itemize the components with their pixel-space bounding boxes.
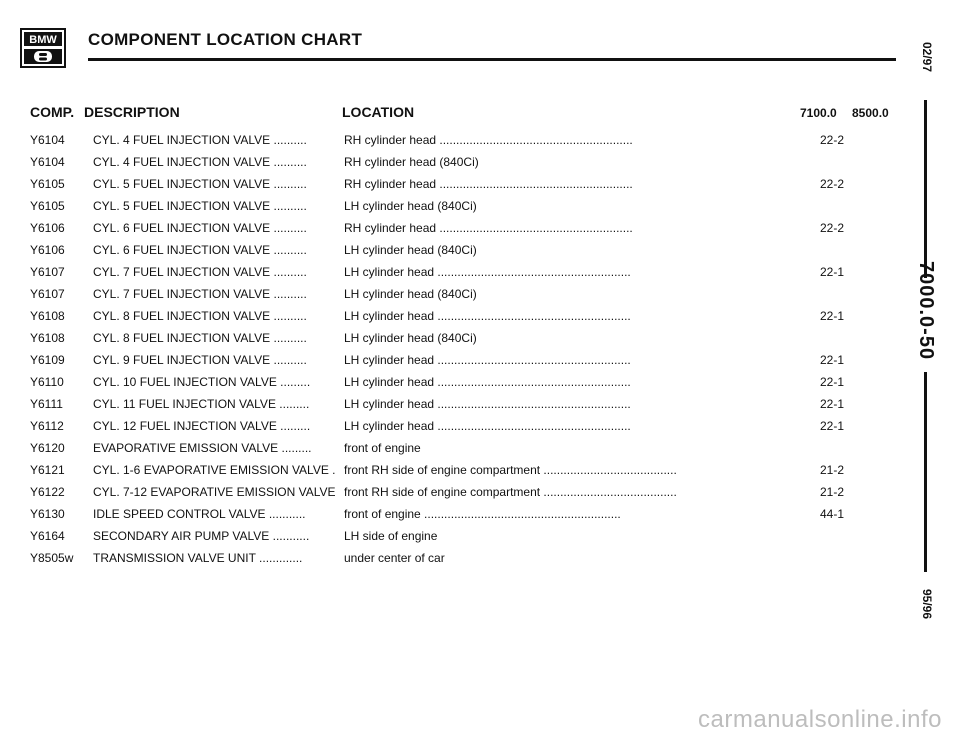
description: CYL. 11 FUEL INJECTION VALVE .........: [93, 397, 310, 411]
table-row: [0, 331, 900, 353]
location: RH cylinder head ..........................................................: [344, 177, 633, 191]
comp-code: Y6112: [30, 419, 64, 433]
location: LH cylinder head (840Ci): [344, 243, 477, 257]
table-row: [0, 507, 900, 529]
comp-code: Y6121: [30, 463, 65, 477]
table-row: [0, 287, 900, 309]
location: LH cylinder head (840Ci): [344, 199, 477, 213]
location: LH cylinder head (840Ci): [344, 287, 477, 301]
table-row: [0, 243, 900, 265]
comp-code: Y6104: [30, 155, 65, 169]
comp-code: Y6106: [30, 221, 65, 235]
ref-7100: 22-1: [819, 353, 845, 367]
column-header-8500: 8500.0: [852, 106, 889, 120]
ref-7100: 22-2: [819, 133, 845, 147]
description: CYL. 4 FUEL INJECTION VALVE ..........: [93, 133, 307, 147]
location: RH cylinder head ..........................................................: [344, 221, 633, 235]
description: CYL. 7 FUEL INJECTION VALVE ..........: [93, 265, 307, 279]
bmw-logo-icon: [20, 28, 66, 68]
comp-code: Y6111: [30, 397, 63, 411]
comp-code: Y6108: [30, 309, 65, 323]
table-row: [0, 353, 900, 375]
ref-7100: 22-1: [819, 419, 845, 433]
ref-7100: 22-1: [819, 375, 845, 389]
table-row: [0, 265, 900, 287]
location: LH side of engine: [344, 529, 438, 543]
comp-code: Y6106: [30, 243, 65, 257]
comp-code: Y6107: [30, 265, 65, 279]
table-row: [0, 177, 900, 199]
description: EVAPORATIVE EMISSION VALVE .........: [93, 441, 312, 455]
comp-code: Y6122: [30, 485, 65, 499]
comp-code: Y6104: [30, 133, 65, 147]
table-row: [0, 133, 900, 155]
description: CYL. 10 FUEL INJECTION VALVE .........: [93, 375, 311, 389]
column-header-comp: COMP.: [30, 104, 75, 120]
location: LH cylinder head (840Ci): [344, 331, 477, 345]
location: RH cylinder head (840Ci): [344, 155, 479, 169]
description: IDLE SPEED CONTROL VALVE ...........: [93, 507, 306, 521]
comp-code: Y6107: [30, 287, 65, 301]
description: TRANSMISSION VALVE UNIT .............: [93, 551, 303, 565]
comp-code: Y6105: [30, 199, 65, 213]
logo-text: BMW: [29, 34, 57, 46]
title-rule: [88, 58, 896, 61]
date-top-label: 02/97: [920, 42, 934, 73]
description: SECONDARY AIR PUMP VALVE ...........: [93, 529, 310, 543]
location: LH cylinder head ..........................................................: [344, 309, 631, 323]
location: RH cylinder head ..........................................................: [344, 133, 633, 147]
description: CYL. 8 FUEL INJECTION VALVE ..........: [93, 309, 307, 323]
ref-7100: 44-1: [819, 507, 845, 521]
location: LH cylinder head ..........................................................: [344, 265, 631, 279]
table-row: [0, 551, 900, 573]
location: front of engine ...........................................................: [344, 507, 621, 521]
ref-7100: 21-2: [819, 485, 845, 499]
date-bottom-label: 95/96: [920, 589, 934, 620]
description: CYL. 5 FUEL INJECTION VALVE ..........: [93, 177, 307, 191]
table-row: [0, 441, 900, 463]
ref-7100: 22-2: [819, 177, 845, 191]
table-row: [0, 375, 900, 397]
comp-code: Y6120: [30, 441, 65, 455]
location: front RH side of engine compartment ........................................: [344, 485, 677, 499]
table-row: [0, 485, 900, 507]
section-code-label: 7000.0-50: [915, 261, 937, 361]
table-row: [0, 199, 900, 221]
comp-code: Y6105: [30, 177, 65, 191]
comp-code: Y6130: [30, 507, 65, 521]
table-row: [0, 463, 900, 485]
comp-code: Y6164: [30, 529, 65, 543]
side-rule-top: [924, 100, 927, 278]
description: CYL. 8 FUEL INJECTION VALVE ..........: [93, 331, 307, 345]
table-row: [0, 419, 900, 441]
description: CYL. 5 FUEL INJECTION VALVE ..........: [93, 199, 307, 213]
comp-code: Y6109: [30, 353, 65, 367]
description: CYL. 12 FUEL INJECTION VALVE .........: [93, 419, 311, 433]
location: front RH side of engine compartment ........................................: [344, 463, 677, 477]
ref-7100: 22-2: [819, 221, 845, 235]
location: under center of car: [344, 551, 445, 565]
description: CYL. 7 FUEL INJECTION VALVE ..........: [93, 287, 307, 301]
table-row: [0, 221, 900, 243]
column-header-description: DESCRIPTION: [84, 104, 180, 120]
description: CYL. 6 FUEL INJECTION VALVE ..........: [93, 243, 307, 257]
ref-7100: 22-1: [819, 265, 845, 279]
table-row: [0, 529, 900, 551]
ref-7100: 22-1: [819, 397, 845, 411]
comp-code: Y8505w: [30, 551, 74, 565]
description: CYL. 6 FUEL INJECTION VALVE ..........: [93, 221, 307, 235]
table-row: [0, 397, 900, 419]
table-row: [0, 309, 900, 331]
column-header-7100: 7100.0: [800, 106, 837, 120]
location: LH cylinder head ..........................................................: [344, 375, 631, 389]
side-rule-bottom: [924, 372, 927, 572]
watermark: carmanualsonline.info: [698, 706, 942, 733]
description: CYL. 9 FUEL INJECTION VALVE ..........: [93, 353, 307, 367]
location: LH cylinder head ..........................................................: [344, 419, 631, 433]
page-title: COMPONENT LOCATION CHART: [88, 30, 363, 49]
comp-code: Y6108: [30, 331, 65, 345]
column-header-location: LOCATION: [342, 104, 415, 120]
ref-7100: 22-1: [819, 309, 845, 323]
description: CYL. 1-6 EVAPORATIVE EMISSION VALVE .: [93, 463, 336, 477]
location: front of engine: [344, 441, 421, 455]
table-row: [0, 155, 900, 177]
location: LH cylinder head ..........................................................: [344, 397, 631, 411]
location: LH cylinder head ..........................................................: [344, 353, 631, 367]
description: CYL. 4 FUEL INJECTION VALVE ..........: [93, 155, 307, 169]
description: CYL. 7-12 EVAPORATIVE EMISSION VALVE: [93, 485, 336, 499]
ref-7100: 21-2: [819, 463, 845, 477]
comp-code: Y6110: [30, 375, 64, 389]
